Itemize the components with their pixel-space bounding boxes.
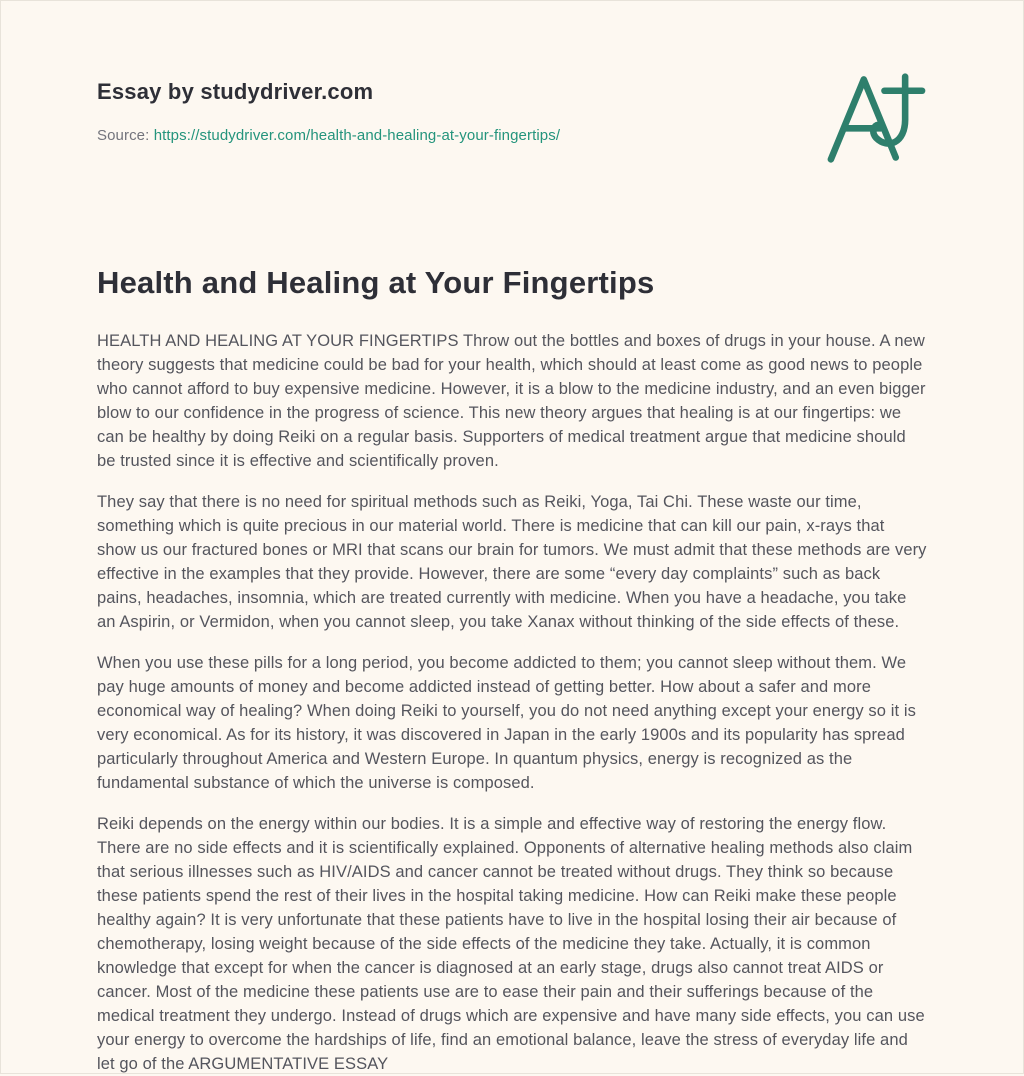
source-line xyxy=(97,127,560,144)
essay-paragraph: HEALTH AND HEALING AT YOUR FINGERTIPS Throw out the bottles and boxes of drugs in your house. A new theory suggests that medicine could be bad for your health, which should at least come as good news to people who cannot afford to buy expensive medicine. However, it is a blow to the medicine industry, and an even bigger blow to our confidence in the progress of science. This new theory argues that healing is at our fingertips: we can be healthy by doing Reiki on a regular basis. Supporters of medical treatment argue that medicine should be trusted since it is effective and scientifically proven. xyxy=(97,332,926,470)
essay-paragraph: Reiki depends on the energy within our bodies. It is a simple and effective way of restoring the energy flow. There are no side effects and it is scientifically explained. Opponents of alternative healing methods also claim that serious illnesses such as HIV/AIDS and cancer cannot be treated without drugs. They think so because these patients spend the rest of their lives in the hospital taking medicine. How can Reiki make these people healthy again? It is very unfortunate that these patients have to live in the hospital losing their air because of chemotherapy, losing weight because of the side effects of the medicine they take. Actually, it is common knowledge that except for when the cancer is diagnosed at an early stage, drugs also cannot treat AIDS or cancer. Most of the medicine these patients use are to ease their pain and their sufferings because of the medical treatment they undergo. Instead of drugs which are expensive and have many side effects, you can use your energy to overcome the hardships of life, find an emotional balance, leave the stress of everyday life and let go of the ARGUMENTATIVE ESSAY xyxy=(97,815,925,1073)
page-header xyxy=(97,77,927,165)
studydriver-logo-icon xyxy=(823,71,929,165)
document-page xyxy=(1,1,1023,1073)
essay-body xyxy=(97,329,927,1076)
essay-paragraph: They say that there is no need for spiritual methods such as Reiki, Yoga, Tai Chi. These waste our time, something which is quite precious in our material world. There is medicine that can kill our pain, x-rays that show us our fractured bones or MRI that scans our brain for tumors. We must admit that these methods are very effective in the examples that they provide. However, there are some “every day complaints” such as back pains, headaches, insomnia, which are treated currently with medicine. When you have a headache, you take an Aspirin, or Vermidon, when you cannot sleep, you take Xanax without thinking of the side effects of these. xyxy=(97,493,927,631)
essay-title: Health and Healing at Your Fingertips xyxy=(97,265,655,300)
source-url-link[interactable]: https://studydriver.com/health-and-healing-at-your-fingertips/ xyxy=(153,127,561,144)
source-label: Source: xyxy=(97,127,150,144)
essay-paragraph: When you use these pills for a long period, you become addicted to them; you cannot sleep without them. We pay huge amounts of money and become addicted instead of getting better. How about a safer and more economical way of healing? When doing Reiki to yourself, you do not need anything except your energy so it is very economical. As for its history, it was discovered in Japan in the early 1900s and its popularity has spread particularly throughout America and Western Europe. In quantum physics, energy is recognized as the fundamental substance of which the universe is composed. xyxy=(97,654,916,792)
site-byline: Essay by studydriver.com xyxy=(97,79,374,104)
header-left xyxy=(97,77,560,144)
